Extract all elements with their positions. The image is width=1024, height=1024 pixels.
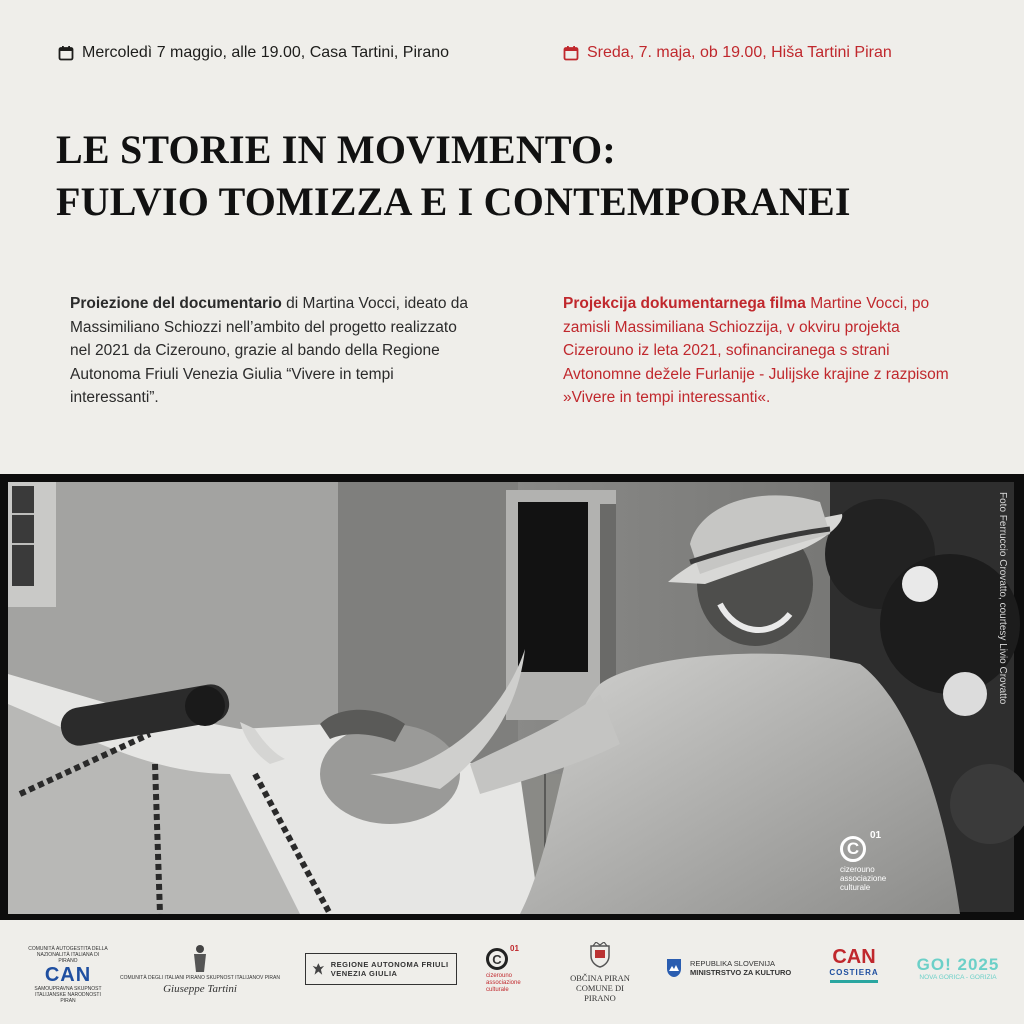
event-text-slovenian: Sreda, 7. maja, ob 19.00, Hiša Tartini Piran: [587, 44, 892, 61]
go2025-mark: GO! 2025: [916, 955, 1000, 974]
description-slovenian-body: Martine Vocci, po zamisli Massimiliana Schiozzija, v okviru projekta Cizerouno iz leta 2021, sofinanciranega s strani Avtonomne dežele Furlanije - Julijske krajine z razpisom »Vivere in tempi interessanti«.: [563, 295, 949, 406]
logo-fvg: [305, 953, 457, 985]
event-text-italian: Mercoledì 7 maggio, alle 19.00, Casa Tartini, Pirano: [82, 44, 450, 61]
logo-cizerouno: [486, 944, 536, 994]
cizerouno-logo-mark: C: [840, 836, 866, 862]
costiera-name: COSTIERA: [829, 968, 879, 977]
fvg-text: REGIONE AUTONOMA FRIULI VENEZIA GIULIA: [330, 960, 449, 978]
piran-coat-of-arms-icon: [589, 942, 611, 968]
logo-can-mark: CAN: [44, 964, 92, 986]
description-italian-lead: Proiezione del documentario: [70, 295, 282, 312]
logo-can-bottom-text: SAMOUPRAVNA SKUPNOST ITALIJANSKE NARODNOSTI PIRAN: [34, 986, 102, 1004]
tartini-left-text: COMUNITÀ DEGLI ITALIANI PIRANO: [120, 975, 205, 981]
calendar-icon: [563, 45, 579, 61]
eagle-icon: [312, 958, 325, 980]
description-slovenian-lead: Projekcija dokumentarnega filma: [563, 295, 806, 312]
slovenia-shield-icon: [666, 958, 682, 978]
page-title: [56, 124, 851, 228]
cizerouno-logo-text: cizerouno associazione culturale: [840, 865, 887, 892]
tartini-right-text: SKUPNOST ITALIJANOV PIRAN: [206, 975, 280, 981]
logo-tartini: [120, 944, 280, 995]
title-line-1: LE STORIE IN MOVIMENTO:: [56, 127, 616, 172]
piran-line-2: COMUNE DI PIRANO: [576, 983, 624, 1003]
piran-line-1: OBČINA PIRAN: [570, 973, 630, 983]
tartini-name: Giuseppe Tartini: [163, 983, 237, 995]
logo-can-top-text: COMUNITÀ AUTOGESTITA DELLA NAZIONALITÀ ITALIANA DI PIRANO: [28, 946, 108, 964]
logo-go2025: [910, 956, 1006, 982]
ministry-line-1: REPUBLIKA SLOVENIJA: [690, 959, 776, 968]
logo-ministry: [666, 958, 791, 978]
logo-piran: [562, 942, 638, 1003]
cizerouno-mark: C: [486, 948, 508, 970]
sponsor-logos: [0, 938, 1024, 1008]
cizerouno-photo-logo: [840, 830, 910, 892]
costiera-mark: CAN: [832, 946, 876, 968]
cizerouno-logo-sup: 01: [870, 830, 882, 841]
ministry-line-2: MINISTRSTVO ZA KULTURO: [690, 968, 792, 977]
description-italian-body: di Martina Vocci, ideato da Massimiliano Schiozzi nell’ambito del progetto realizzato nel 2021 da Cizerouno, grazie al bando della Regione Autonoma Friuli Venezia Giulia “Vivere in tempi interessanti”.: [70, 295, 468, 406]
event-date-italian: [58, 42, 449, 64]
costiera-underline: [830, 980, 878, 983]
logo-can-piran: [28, 946, 108, 1004]
tartini-figure-icon: [190, 944, 210, 974]
go2025-subtitle: NOVA GORICA - GORIZIA: [919, 974, 997, 981]
calendar-icon: [58, 45, 74, 61]
description-italian: [70, 292, 470, 410]
title-line-2: FULVIO TOMIZZA E I CONTEMPORANEI: [56, 179, 851, 224]
photo-credit: Foto Ferruccio Crovatto, courtesy Livio Crovatto: [997, 492, 1008, 705]
cizerouno-sup: 01: [510, 944, 519, 953]
logo-can-costiera: [824, 946, 884, 983]
event-date-slovenian: [563, 42, 892, 64]
description-slovenian: [563, 292, 963, 410]
cizerouno-text: cizerouno associazione culturale: [486, 973, 521, 993]
